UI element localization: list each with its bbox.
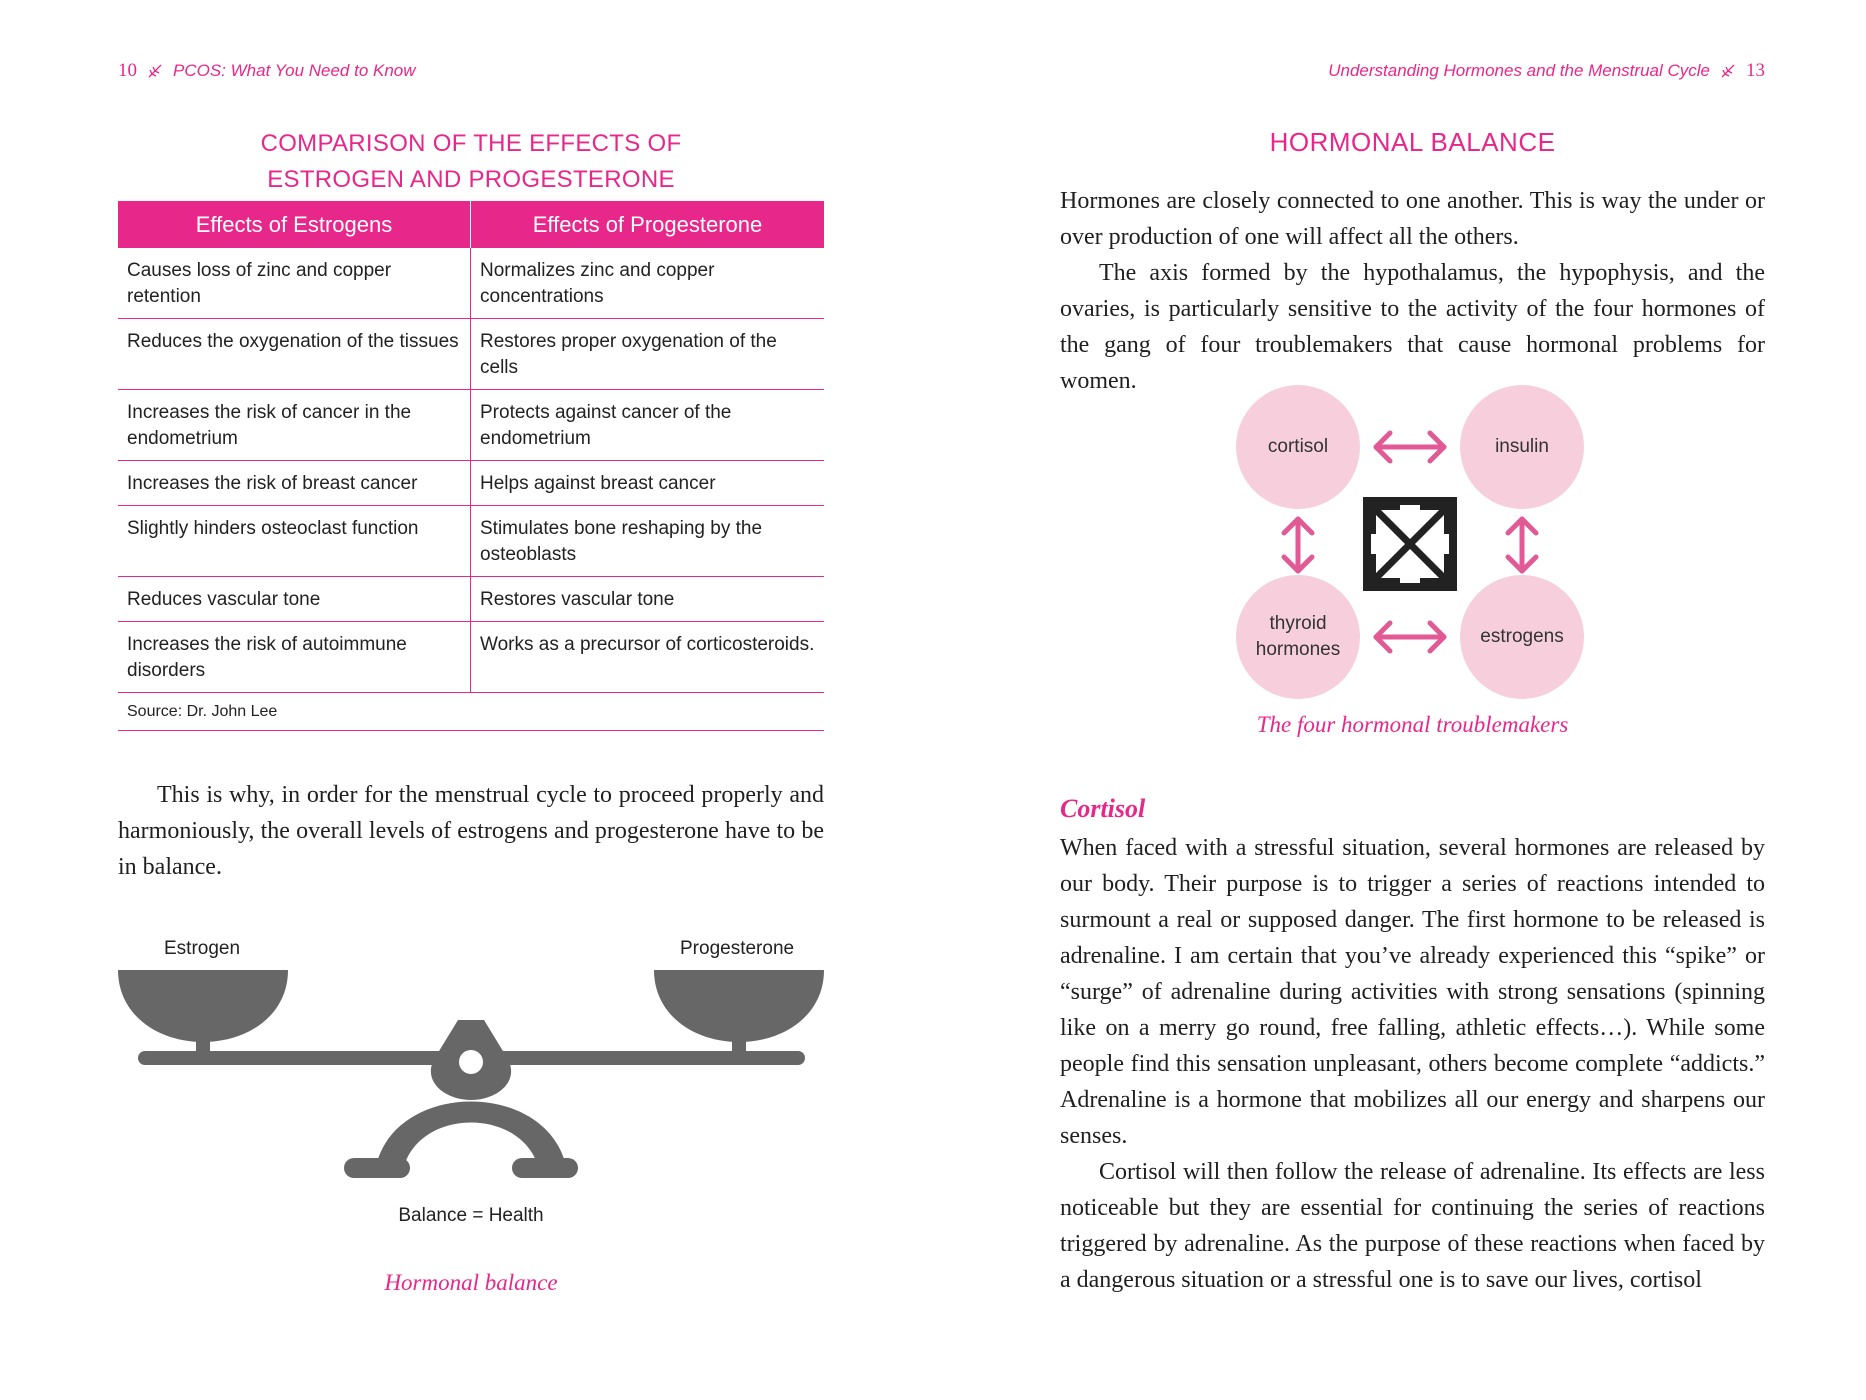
right-page-number: 13 bbox=[1746, 60, 1765, 81]
right-running-head bbox=[1328, 60, 1765, 82]
table-source-row bbox=[118, 693, 824, 731]
leaf-ornament-icon bbox=[1720, 63, 1736, 79]
table-cell: Works as a precursor of corticosteroids. bbox=[471, 622, 825, 693]
left-page-number: 10 bbox=[118, 60, 137, 81]
paragraph: The axis formed by the hypothalamus, the hypophysis, and the ovaries, is particularly sensitive to the activity of the four hormones of the gang of four troublemakers that cause hormonal problems for women. bbox=[1060, 260, 1765, 394]
right-page bbox=[1060, 0, 1765, 1400]
table-row bbox=[118, 248, 824, 319]
progesterone-label: Progesterone bbox=[680, 938, 795, 959]
left-scale-pan bbox=[118, 970, 288, 1042]
balance-health-label: Balance = Health bbox=[398, 1205, 544, 1226]
balance-paragraph: This is why, in order for the menstrual cycle to proceed properly and harmoniously, the overall levels of estrogens and progesterone have to be in balance. bbox=[118, 782, 824, 880]
estrogens-label: estrogens bbox=[1480, 626, 1564, 647]
label-line: thyroid bbox=[1269, 613, 1327, 634]
table-cell: Helps against breast cancer bbox=[471, 461, 825, 506]
table-cell: Reduces the oxygenation of the tissues bbox=[118, 319, 471, 390]
left-running-head bbox=[118, 60, 416, 82]
troublemakers-caption: The four hormonal troublemakers bbox=[1256, 712, 1569, 737]
table-cell: Slightly hinders osteoclast function bbox=[118, 506, 471, 577]
table-source: Source: Dr. John Lee bbox=[118, 693, 824, 731]
double-arrow-icon bbox=[1508, 519, 1536, 571]
table-header-row bbox=[118, 201, 824, 248]
scale-base-arch bbox=[376, 1102, 566, 1167]
table-row bbox=[118, 622, 824, 693]
paragraph: When faced with a stressful situation, several hormones are released by our body. Their purpose is to trigger a series of reactions intended to surmount a real or supposed danger. The first hormone to be released is adrenaline. I am certain that you’ve already experienced this “spike” or “surge” of adrenaline during activities with strong sensations (spinning like on a merry go round, free falling, athletic effects…). While some people find this sensation unpleasant, others become complete “addicts.” Adrenaline is a hormone that mobilizes all our energy and sharpens our senses. bbox=[1060, 835, 1765, 1149]
comparison-table bbox=[118, 201, 824, 731]
pivot-hole bbox=[459, 1050, 483, 1074]
double-arrow-icon bbox=[1284, 519, 1312, 571]
table-cell: Increases the risk of cancer in the endometrium bbox=[118, 390, 471, 461]
table-cell: Protects against cancer of the endometrium bbox=[471, 390, 825, 461]
table-cell: Causes loss of zinc and copper retention bbox=[118, 248, 471, 319]
balance-scale-illustration bbox=[118, 930, 824, 1190]
intro-text bbox=[1060, 183, 1765, 399]
left-running-head-title: PCOS: What You Need to Know bbox=[173, 61, 416, 80]
scale-right-foot bbox=[512, 1158, 578, 1178]
table-row bbox=[118, 506, 824, 577]
column-header-progesterone: Effects of Progesterone bbox=[471, 201, 825, 248]
left-page bbox=[118, 0, 824, 1400]
cortisol-label: cortisol bbox=[1267, 436, 1329, 457]
insulin-label: insulin bbox=[1495, 436, 1549, 457]
table-title-line: COMPARISON OF THE EFFECTS OF bbox=[260, 130, 682, 157]
table-row bbox=[118, 319, 824, 390]
label-line: hormones bbox=[1255, 639, 1341, 660]
double-arrow-icon bbox=[1376, 433, 1444, 461]
table-cell: Increases the risk of autoimmune disorders bbox=[118, 622, 471, 693]
right-scale-pan bbox=[654, 970, 824, 1042]
table-row bbox=[118, 461, 824, 506]
estrogen-label: Estrogen bbox=[164, 938, 241, 959]
paragraph: Hormones are closely connected to one another. This is way the under or over production of one will affect all the others. bbox=[1060, 188, 1765, 250]
table-cell: Restores proper oxygenation of the cells bbox=[471, 319, 825, 390]
hormonal-balance-caption: Hormonal balance bbox=[384, 1270, 558, 1295]
cortisol-text bbox=[1060, 830, 1765, 1298]
table-title-line: ESTROGEN AND PROGESTERONE bbox=[267, 166, 675, 193]
table-row bbox=[118, 577, 824, 622]
column-header-estrogens: Effects of Estrogens bbox=[118, 201, 471, 248]
section-title: HORMONAL BALANCE bbox=[1269, 127, 1556, 157]
table-cell: Restores vascular tone bbox=[471, 577, 825, 622]
cortisol-subhead: Cortisol bbox=[1060, 794, 1146, 823]
cross-arrows-icon bbox=[1367, 501, 1453, 587]
double-arrow-icon bbox=[1376, 623, 1444, 651]
table-row bbox=[118, 390, 824, 461]
table-cell: Reduces vascular tone bbox=[118, 577, 471, 622]
thyroid-hormones-label bbox=[1236, 611, 1360, 663]
leaf-ornament-icon bbox=[147, 63, 163, 79]
table-cell: Increases the risk of breast cancer bbox=[118, 461, 471, 506]
table-cell: Normalizes zinc and copper concentrations bbox=[471, 248, 825, 319]
right-running-head-title: Understanding Hormones and the Menstrual Cycle bbox=[1328, 61, 1710, 80]
paragraph: Cortisol will then follow the release of adrenaline. Its effects are less noticeable but they are essential for continuing the series of reactions triggered by adrenaline. As the purpose of these reactions when faced by a dangerous situation or a stressful one is to save our lives, cortisol bbox=[1060, 1159, 1765, 1293]
table-cell: Stimulates bone reshaping by the osteoblasts bbox=[471, 506, 825, 577]
scale-left-foot bbox=[344, 1158, 410, 1178]
table-title bbox=[118, 126, 824, 198]
